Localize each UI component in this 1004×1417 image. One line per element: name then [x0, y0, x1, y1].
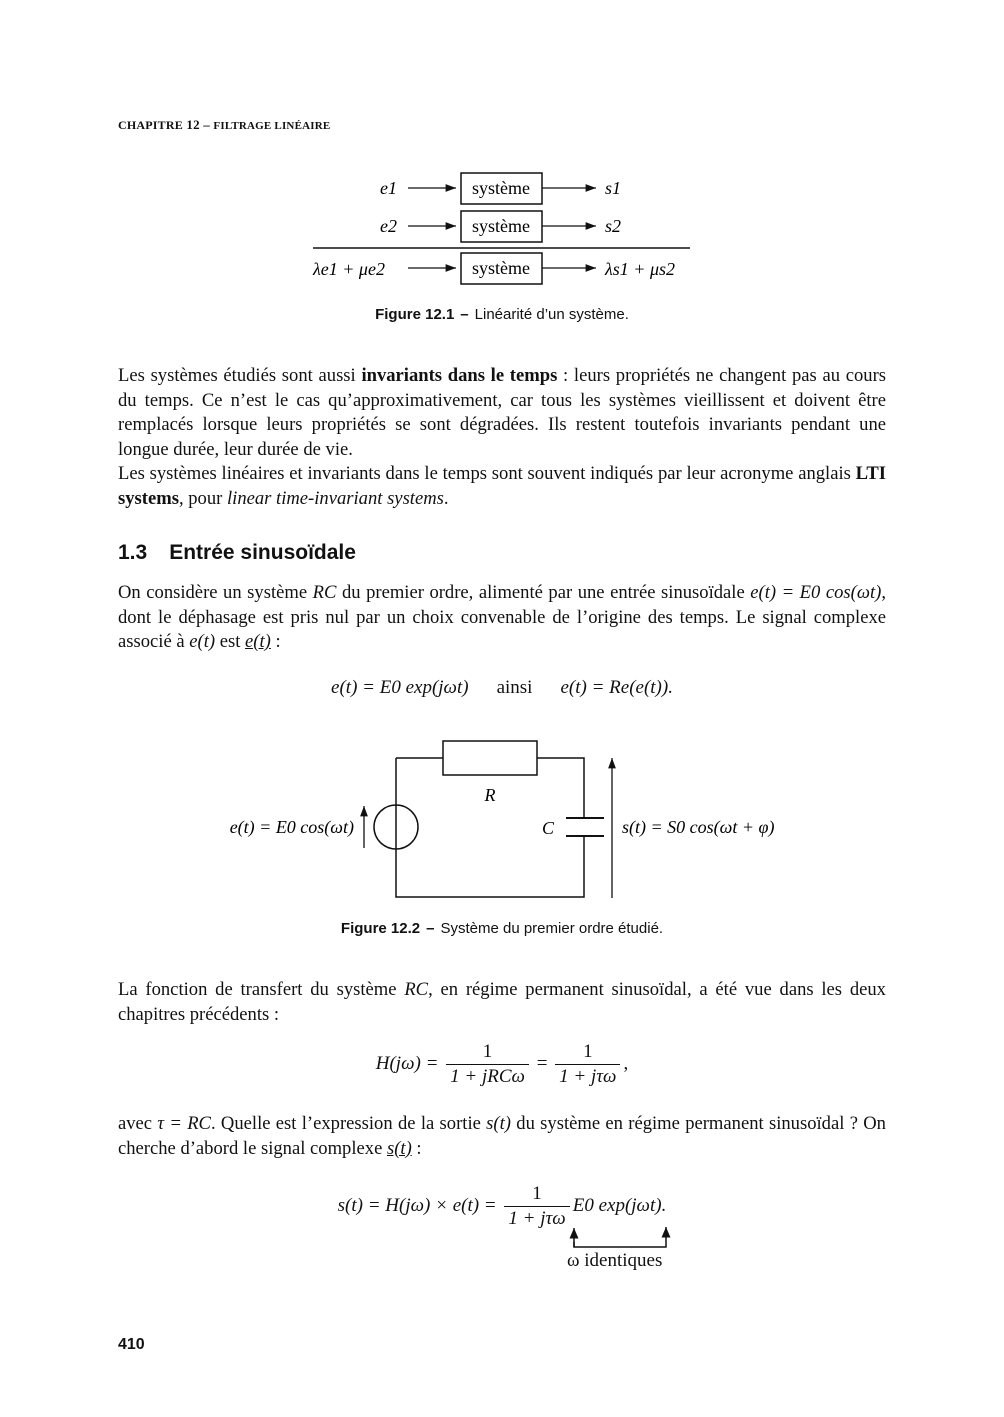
- system-box-2-label: système: [472, 216, 530, 236]
- figure-1-label: Figure 12.1: [375, 306, 455, 323]
- system-box-1-label: système: [472, 178, 530, 198]
- term-lti: LTI systems: [118, 463, 886, 509]
- page-number: 410: [118, 1336, 145, 1353]
- running-header: CHAPITRE 12 – FILTRAGE LINÉAIRE: [118, 117, 331, 132]
- header-chapter-number: 12: [186, 117, 200, 132]
- header-chapter-word: CHAPITRE: [118, 118, 183, 132]
- figure-1-caption: Figure 12.1 – Linéarité d’un système.: [375, 306, 629, 323]
- fraction-1: $\frac{1}{\text{1 + jRCω}}$: [446, 1040, 529, 1089]
- input-e2: e2: [380, 216, 397, 236]
- figure-linearity: [300, 165, 720, 290]
- figure-2-caption: Figure 12.2 – Système du premier ordre étudié.: [340, 920, 664, 937]
- paragraph-output-expression: avec τ = RC. Quelle est l’expression de la sortie s(t) du système en régime permanent sinusoïdal ? On cherche d’abord le signal complexe s(t) :: [118, 1113, 886, 1159]
- output-combination: λs1 + μs2: [605, 259, 675, 279]
- equation-complex-input: e(t) = E0 exp(jωt) ainsi e(t) = Re(e(t)).: [331, 677, 673, 698]
- header-title: FILTRAGE LINÉAIRE: [213, 120, 331, 132]
- equation-transfer-function: H(jω) = $\frac{1}{\text{1 + jRCω}}$ = $\frac{1}{\text{1 + jτω}}$ ,: [375, 1041, 629, 1087]
- paragraph-sinusoidal-input: On considère un système RC du premier ordre, alimenté par une entrée sinusoïdale e(t) = E0 cos(ωt), dont le déphasage est pris nul par un choix convenable de l’origine des temps. Le signal complexe associé à e(t) est e(t) :: [118, 582, 886, 652]
- paragraph-invariance: Les systèmes étudiés sont aussi invariants dans le temps : leurs propriétés ne changent pas au cours du temps. Ce n’est le cas qu’approximativement, car tous les systèmes vieillissent et doivent être remplacés lorsque leurs propriétés se sont dégradées. Ils restent toutefois invariants pendant une longue durée, leur durée de vie. Les systèmes linéaires et invariants dans le temps sont souvent indiqués par leur acronyme anglais LTI systems, pour linear time-invariant systems.: [118, 365, 886, 509]
- output-signal-label: s(t) = S0 cos(ωt + φ): [622, 817, 775, 837]
- fraction-3: $\frac{1}{\text{1 + jτω}}$: [504, 1182, 569, 1231]
- capacitor-label: C: [541, 818, 555, 838]
- figure-2-label: Figure 12.2: [340, 920, 421, 937]
- term-invariants: invariants dans le temps: [361, 365, 558, 386]
- figure-rc-circuit: [190, 730, 830, 915]
- equation-complex-output: s(t) = H(jω) × e(t) = $\frac{1}{\text{1 + jτω}}$ E0 exp(jωt).: [337, 1183, 667, 1229]
- paragraph-transfer-function: La fonction de transfert du système RC, en régime permanent sinusoïdal, a été vue dans les deux chapitres précédents :: [118, 979, 886, 1025]
- figure-2-caption-text: Système du premier ordre étudié.: [440, 920, 664, 937]
- input-combination: λe1 + μe2: [313, 259, 385, 279]
- section-title: Entrée sinusoïdale: [169, 541, 356, 564]
- figure-1-caption-text: Linéarité d’un système.: [474, 306, 629, 323]
- section-heading: [118, 541, 356, 565]
- resistor-label: R: [484, 785, 496, 805]
- omega-note: ω identiques: [567, 1250, 663, 1271]
- section-number: 1.3: [118, 541, 148, 564]
- term-lti-english: linear time-invariant systems: [226, 487, 444, 509]
- output-s2: s2: [605, 216, 622, 236]
- fraction-2: $\frac{1}{\text{1 + jτω}}$: [555, 1040, 620, 1089]
- system-box-3-label: système: [472, 258, 530, 278]
- input-e1: e1: [380, 178, 397, 198]
- input-signal-label: e(t) = E0 cos(ωt): [229, 817, 354, 837]
- inline-eq-input: e(t) = E0 cos(ωt): [750, 582, 882, 603]
- output-s1: s1: [605, 178, 622, 198]
- resistor: [443, 741, 537, 775]
